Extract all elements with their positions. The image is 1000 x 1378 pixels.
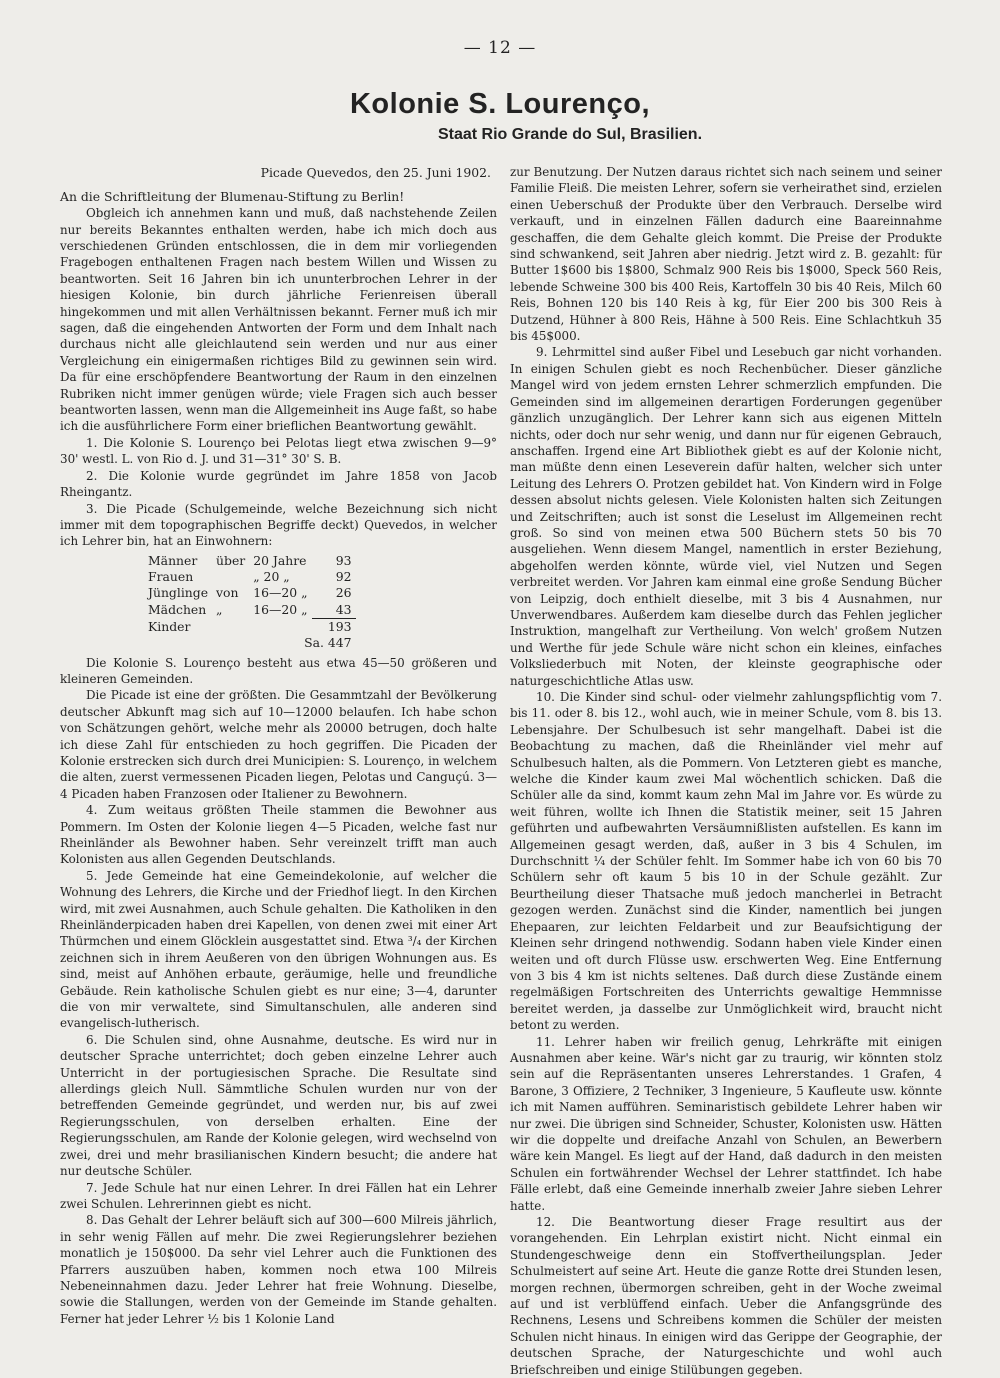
answer-11: 11. Lehrer haben wir freilich genug, Lehrkräfte mit einigen Ausnahmen aber keine. Wär's nicht gar zu traurig, wir könnten stolz sein auf die Repräsentanten unseres Lehrerstandes. 1 Grafen, 4 Barone, 3 Offiziere, 2 Techniker, 3 Ingenieure, 5 Kaufleute usw. könnte ich mit Namen aufführen. Seminaristisch gebildete Lehrer haben wir nur zwei. Die übrigen sind Schneider, Schuster, Kolonisten usw. Hätten wir die doppelte und dreifache Anzahl von Schulen, an Bewerbern wäre kein Mangel. Es liegt auf der Hand, daß dadurch in den meisten Schulen ein fortwährender Wechsel der Lehrer stattfindet. Ich habe Fälle erlebt, daß eine Gemeinde innerhalb zweier Jahre sieben Lehrer hatte. <box>510 1034 942 1213</box>
population-qualifier <box>212 618 249 635</box>
population-group: Jünglinge <box>148 585 209 601</box>
population-group: Frauen <box>148 569 194 585</box>
population-group: Männer <box>148 552 198 568</box>
population-age: „ 20 „ <box>253 569 290 585</box>
population-qualifier: von <box>216 585 239 601</box>
population-total: Sa. 447 <box>304 635 352 651</box>
answer-6: 6. Die Schulen sind, ohne Ausnahme, deutsche. Es wird nur in deutscher Sprache unterrichtet; doch geben einzelne Lehrer auch Unterricht in der portugiesischen Sprache. Die Resultate sind allerdings gleich Null. Sämmtliche Schulen wurden nur von der betreffenden Gemeinde gegründet, und werden nur, bis auf zwei Regierungsschulen, von derselben erhalten. Eine der Regierungsschulen, am Rande der Kolonie gelegen, wird wechselnd von zwei, drei und mehr brasilianischen Kindern besucht; die andere hat nur deutsche Schüler. <box>60 1032 497 1179</box>
right-column <box>510 164 942 1378</box>
left-column <box>60 164 497 1327</box>
population-group: Kinder <box>148 618 191 634</box>
population-row <box>144 585 356 601</box>
population-count: 193 <box>312 618 356 635</box>
population-qualifier: über <box>216 552 246 568</box>
answer-1: 1. Die Kolonie S. Lourenço bei Pelotas liegt etwa zwischen 9—9° 30' westl. L. von Rio d. J. und 31—31° 30' S. B. <box>60 435 497 467</box>
population-age <box>249 618 311 635</box>
page-number: — 12 — <box>463 38 537 58</box>
answer-7: 7. Jede Schule hat nur einen Lehrer. In drei Fällen hat ein Lehrer zwei Schulen. Lehrerinnen giebt es nicht. <box>60 1180 497 1211</box>
salutation: An die Schriftleitung der Blumenau-Stiftung zu Berlin! <box>60 189 405 205</box>
answer-2: 2. Die Kolonie wurde gegründet im Jahre 1858 von Jacob Rheingantz. <box>60 468 497 500</box>
answer-3: 3. Die Picade (Schulgemeinde, welche Bezeichnung sich nicht immer mit dem topographischen Begriffe deckt) Quevedos, in welcher ich Lehrer bin, hat an Einwohnern: <box>60 501 497 549</box>
population-row <box>144 602 356 619</box>
population-row <box>144 569 356 585</box>
answer-12: 12. Die Beantwortung dieser Frage resultirt aus der vorangehenden. Ein Lehrplan existirt nicht. Nicht einmal ein Stundengeschweige denn ein Stoffvertheilungsplan. Jeder Schulmeistert auf seine Art. Heute die ganze Rotte drei Stunden lesen, morgen rechnen, übermorgen schreiben, geht in der Woche zweimal auf und ist verblüffend einfach. Ueber die Anfangsgründe des Rechnens, Lesens und Schreibens kommen die Schüler der meisten Schulen nicht hinaus. In einigen wird das Gerippe der Geographie, der deutschen Sprache, der Naturgeschichte und wohl auch Briefschreiben und einige Stilübungen gegeben. <box>510 1215 942 1377</box>
population-qualifier <box>212 569 249 585</box>
population-age: 16—20 „ <box>253 601 308 617</box>
answer-9: 9. Lehrmittel sind außer Fibel und Lesebuch gar nicht vorhanden. In einigen Schulen giebt es noch Rechenbücher. Dieser gänzliche Mangel wird von jedem ernsten Lehrer schmerzlich empfunden. Die Gemeinden sind im allgemeinen derartigen Forderungen gegenüber gänzlich unzugänglich. Der Lehrer kann sich aus eigenen Mitteln nichts, oder doch nur sehr wenig, und dann nur für eigenen Gebrauch, anschaffen. Irgend eine Art Bibliothek giebt es auf der Kolonie nicht, man müßte denn einen Leseverein dafür halten, welcher sich unter Leitung des Lehrers O. Protzen gebildet hat. Von Kindern wird in Folge dessen absolut nichts gelesen. Viele Kolonisten halten sich Zeitungen und Zeitschriften; auch ist sonst die Leselust im Allgemeinen recht groß. So sind von meinen etwa 500 Büchern stets 50 bis 70 ausgeliehen. Wenn diesem Mangel, namentlich in erster Beziehung, abgeholfen werden könnte, würde viel, viel Nutzen und Segen verbreitet werden. Vor Jahren kam einmal eine große Sendung Bücher von Leipzig, doch enthielt dieselbe, mit 3 bis 4 Ausnahmen, nur Unverwendbares. Außerdem kam dieselbe durch das Fehlen jeglicher Instruktion, mangelhaft zur Vertheilung. Von welch' großem Nutzen und Werthe für jede Schule wäre nicht schon ein kleines, einfaches Volksliederbuch mit Noten, der kleinste geographische oder naturgeschichtliche Atlas usw. <box>510 345 942 688</box>
population-count: 93 <box>335 552 352 568</box>
population-qualifier: „ <box>216 601 223 617</box>
population-age: 16—20 „ <box>253 585 308 601</box>
population-count: 92 <box>335 569 352 585</box>
population-row <box>144 618 356 635</box>
answer-8: 8. Das Gehalt der Lehrer beläuft sich auf 300—600 Milreis jährlich, in sehr wenig Fällen auf mehr. Die zwei Regierungslehrer beziehen monatlich je 150$000. Da sehr viel Lehrer auch die Funktionen des Pfarrers auszuüben haben, kommen noch etwa 100 Milreis Nebeneinnahmen dazu. Jeder Lehrer hat freie Wohnung. Dieselbe, sowie die Stallungen, werden von der Gemeinde im Stande gehalten. Ferner hat jeder Lehrer ½ bis 1 Kolonie Land <box>60 1213 497 1326</box>
answer-4: 4. Zum weitaus größten Theile stammen die Bewohner aus Pommern. Im Osten der Kolonie liegen 4—5 Picaden, welche fast nur Rheinländer als Bewohner haben. Sehr vereinzelt trifft man auch Kolonisten aus allen Gegenden Deutschlands. <box>60 803 497 867</box>
article-subtitle: Staat Rio Grande do Sul, Brasilien. <box>437 126 703 143</box>
population-count: 43 <box>335 601 352 617</box>
answer-5: 5. Jede Gemeinde hat eine Gemeindekolonie, auf welcher die Wohnung des Lehrers, die Kirche und der Friedhof liegt. In den Kirchen wird, mit zwei Ausnahmen, auch Schule gehalten. Die Katholiken in den Rheinländerpicaden haben drei Kapellen, von denen zwei mit einer Art Thürmchen und einem Glöcklein ausgestattet sind. Etwa ³/₄ der Kirchen zeichnen sich in ihrem Aeußeren von den übrigen Wohnungen aus. Es sind, meist auf Anhöhen erbaute, geräumige, helle und freundliche Gebäude. Rein katholische Schulen giebt es nur eine; 3—4, darunter die von mir verwaltete, sind Simultanschulen, alle anderen sind evangelisch-lutherisch. <box>60 868 497 1031</box>
answer-10: 10. Die Kinder sind schul- oder vielmehr zahlungspflichtig vom 7. bis 11. oder 8. bis 12., wohl auch, wie in meiner Schule, vom 8. bis 13. Lebensjahre. Der Schulbesuch ist sehr mangelhaft. Dabei ist die Beobachtung zu machen, daß die Rheinländer viel mehr auf Schulbesuch halten, als die Pommern. Von Letzteren giebt es manche, welche die Kinder kaum zwei Mal wöchentlich schicken. Daß die Schüler alle da sind, kommt kaum zehn Mal im Jahre vor. Es würde zu weit führen, wollte ich Ihnen die Statistik meiner, seit 15 Jahren geführten und aufbewahrten Versäumnißlisten aufstellen. Es kann im Allgemeinen gesagt werden, daß, außer in 3 bis 4 Schulen, im Durchschnitt ¼ der Schüler fehlt. Im Sommer habe ich von 60 bis 70 Schülern sehr oft kaum 5 bis 10 in der Schule gezählt. Zur Beurtheilung dieser Thatsache muß jedoch mancherlei in Betracht gezogen werden. Zunächst sind die Kinder, namentlich bei jungen Ehepaaren, zur leichten Feldarbeit und zur Beaufsichtigung der Kleinen sehr dringend nothwendig. Sodann haben viele Kinder einen weiten und oft durch Flüsse usw. erschwerten Weg. Eine Entfernung von 3 bis 4 km ist nichts seltenes. Daß durch diese Zustände einem regelmäßigen Fortschreiten des Unterrichts gewaltige Hemmnisse bereitet werden, ja dasselbe zur Unmöglichkeit wird, braucht nicht betont zu werden. <box>510 690 942 1033</box>
population-count: 26 <box>335 585 352 601</box>
article-title: Kolonie S. Lourenço, <box>349 88 650 120</box>
population-table <box>144 553 356 652</box>
population-total-row <box>144 635 356 651</box>
answer-8-continued: zur Benutzung. Der Nutzen daraus richtet sich nach seinem und seiner Familie Fleiß. Die meisten Lehrer, sofern sie verheirathet sind, erzielen einen Ueberschuß der Produkte über den Verbrauch. Derselbe wird verkauft, und in einzelnen Fällen dadurch eine Baareinnahme geschaffen, die dem Gehalte gleich kommt. Die Preise der Produkte sind schwankend, seit Jahren aber niedrig. Jetzt wird z. B. gezahlt: für Butter 1$600 bis 1$800, Schmalz 900 Reis bis 1$000, Speck 560 Reis, lebende Schweine 300 bis 400 Reis, Kartoffeln 30 bis 40 Reis, Milch 60 Reis, Bohnen 120 bis 140 Reis à kg, für Eier 200 bis 300 Reis à Dutzend, Hühner à 800 Reis, Hähne à 500 Reis. Eine Schlachtkuh 35 bis 45$000. <box>510 165 942 344</box>
population-age: 20 Jahre <box>253 552 307 568</box>
population-row <box>144 553 356 569</box>
answer-3-population: Die Picade ist eine der größten. Die Gesammtzahl der Bevölkerung deutscher Abkunft mag sich auf 10—12000 belaufen. Ich habe schon von Schätzungen gehört, welche mehr als 20000 betrugen, doch halte ich diese Zahl für entschieden zu hoch gegriffen. Die Picaden der Kolonie erstrecken sich durch drei Municipien: S. Lourenço, in welchem die alten, zuerst vermessenen Picaden liegen, Pelotas und Canguçú. 3—4 Picaden haben Franzosen oder Italiener zu Bewohnern. <box>60 688 497 801</box>
intro-paragraph: Obgleich ich annehmen kann und muß, daß nachstehende Zeilen nur bereits Bekanntes enthalten werden, habe ich mich doch aus verschiedenen Gründen entschlossen, die in dem mir vorliegenden Fragebogen enthaltenen Fragen nach bestem Willen und Wissen zu beantworten. Seit 16 Jahren bin ich ununterbrochen Lehrer in der hiesigen Kolonie, bin durch jährliche Ferienreisen überall hingekommen und mit allen Verhältnissen bekannt. Ferner muß ich mir sagen, daß die eingehenden Antworten der Form und dem Inhalt nach durchaus nicht alle gleichlautend sein werden und nur aus einer Vergleichung ein einigermaßen richtiges Bild zu gewinnen sein wird. Da für eine erschöpfendere Beantwortung der Raum in den einzelnen Rubriken nicht immer genügen würde; viele Fragen sich auch besser beantworten lassen, wenn man die Allgemeinheit ins Auge faßt, so habe ich die ausführlichere Form einer brieflichen Beantwortung gewählt. <box>60 206 497 434</box>
dateline: Picade Quevedos, den 25. Juni 1902. <box>260 165 491 180</box>
answer-3-communities: Die Kolonie S. Lourenço besteht aus etwa 45—50 größeren und kleineren Gemeinden. <box>60 655 497 686</box>
population-group: Mädchen <box>148 601 207 617</box>
